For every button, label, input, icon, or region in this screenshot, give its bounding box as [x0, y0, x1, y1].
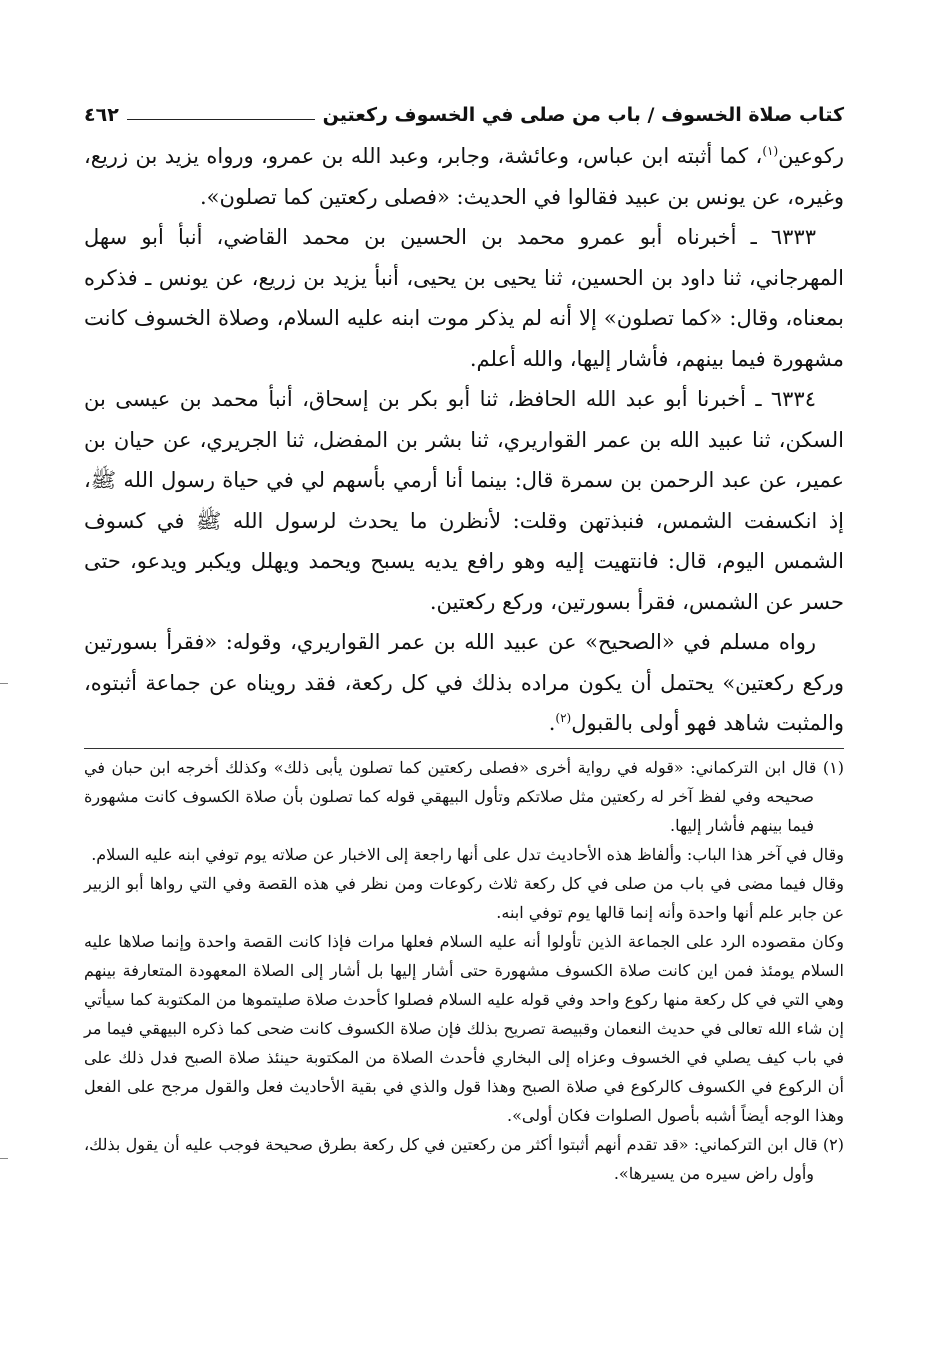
footnote-ref[interactable]: (٢)	[555, 711, 572, 725]
margin-mark	[0, 1158, 8, 1159]
paragraph: ركوعين$^{(١)}$، كما أثبته ابن عباس، وعائشة، وجابر، وعبد الله بن عمرو، ورواه يزيد بن زريع، وغيره، عن يونس بن عبيد فقالوا في الحديث: «فصلى ركعتين كما تصلون».	[84, 144, 844, 209]
main-text	[84, 136, 844, 744]
footnote-continuation: وقال فيما مضى في باب من صلى في كل ركعة ثلاث ركوعات ومن نظر في هذه القصة وفي التي رواها أبو الزبير عن جابر علم أنها واحدة وأنه إنما قالها يوم توفي ابنه.	[84, 873, 845, 922]
footnote-separator	[84, 748, 844, 749]
paragraph: ٦٣٣٣ ـ أخبرناه أبو عمرو محمد بن الحسين بن محمد القاضي، أنبأ أبو سهل المهرجاني، ثنا داود بن الحسين، ثنا يحيى بن يحيى، أنبأ يزيد بن زريع، عن يونس ـ فذكره بمعناه، وقال: «كما تصلون» إلا أنه لم يذكر موت ابنه عليه السلام، وصلاة الخسوف كانت مشهورة فيما بينهم، فأشار إليها، والله أعلم.	[84, 225, 844, 371]
header-rule	[127, 119, 315, 120]
footnote: (٢) قال ابن التركماني: «قد تقدم أنهم أثبتوا أكثر من ركعتين في كل ركعة بطرق صحيحة فوجب عليه أن يقول بذلك، وأول راض سيره من يسيرها».	[84, 1134, 844, 1183]
footnote-continuation: وكان مقصوده الرد على الجماعة الذين تأولوا أنه عليه السلام فعلها مرات فإذا كانت القصة واحدة وإنما صلاها عليه السلام يومئذ فمن اين كانت صلاة الكسوف مشهورة حتى أشار إليها بل أشار إلى الصلاة المعهودة المتعارفة بينهم وهي التي في كل ركعة منها ركوع واحد وفي قوله عليه السلام فصلوا كأحدث صلاة صليتموها من المكتوبة كما سيأتي إن شاء الله تعالى في حديث النعمان وقبيصة تصريح بذلك فإن صلاة الكسوف كانت ضحى كما ذكره البيهقي فيما مر في باب كيف يصلي في الخسوف وعزاه إلى البخاري فأحدث الصلاة من المكتوبة حينئذ صلاة الصبح فدل ذلك على أن الركوع في الكسوف كالركوع في صلاة الصبح وهذا قول والذي في بقية الأحاديث فعل والقول مرجح على الفعل وهذا الوجه أيضاً أشبه بأصول الصلوات فكان أولى».	[84, 931, 845, 1125]
footnote-continuation: وقال في آخر هذا الباب: وألفاظ هذه الأحاديث تدل على أنها راجعة إلى الاخبار عن صلاته يوم توفي ابنه عليه السلام.	[91, 844, 844, 864]
footnote: (١) قال ابن التركماني: «قوله في رواية أخرى «فصلى ركعتين كما تصلون يأبى ذلك» وكذلك أخرجه ابن حبان في صحيحه وفي لفظ آخر له ركعتين مثل صلاتكم وتأول البيهقي قوله كما تصلون بأن صلاة الكسوف كانت مشهورة فيما بينهم فأشار إليها.	[84, 757, 844, 835]
margin-mark	[0, 683, 8, 684]
running-header	[84, 92, 844, 130]
paragraph: رواه مسلم في «الصحيح» عن عبيد الله بن عمر القواريري، وقوله: «فقرأ بسورتين وركع ركعتين» يحتمل أن يكون مراده بذلك في كل ركعة، فقد رويناه عن جماعة أثبتوه، والمثبت شاهد فهو أولى بالقبول$^{(٢)}$.	[84, 630, 844, 735]
footnotes	[84, 753, 844, 1188]
paragraph: ٦٣٣٤ ـ أخبرنا أبو عبد الله الحافظ، ثنا أبو بكر بن إسحاق، أنبأ محمد بن عيسى بن السكن، ثنا عبيد الله بن عمر القواريري، ثنا بشر بن المفضل، ثنا الجريري، عن حيان بن عمير، عن عبد الرحمن بن سمرة قال: بينما أنا أرمي بأسهم لي في حياة رسول الله ﷺ، إذ انكسفت الشمس، فنبذتهن وقلت: لأنظرن ما يحدث لرسول الله ﷺ في كسوف الشمس اليوم، قال: فانتهيت إليه وهو رافع يديه يسبح ويحمد ويهلل ويكبر ويدعو، حتى حسر عن الشمس، فقرأ بسورتين، وركع ركعتين.	[84, 387, 844, 614]
header-title: كتاب صلاة الخسوف / باب من صلى في الخسوف ركعتين	[322, 104, 844, 126]
page-number: ٤٦٢	[84, 104, 119, 126]
footnote-ref[interactable]: (١)	[762, 144, 779, 158]
page	[84, 92, 844, 1188]
